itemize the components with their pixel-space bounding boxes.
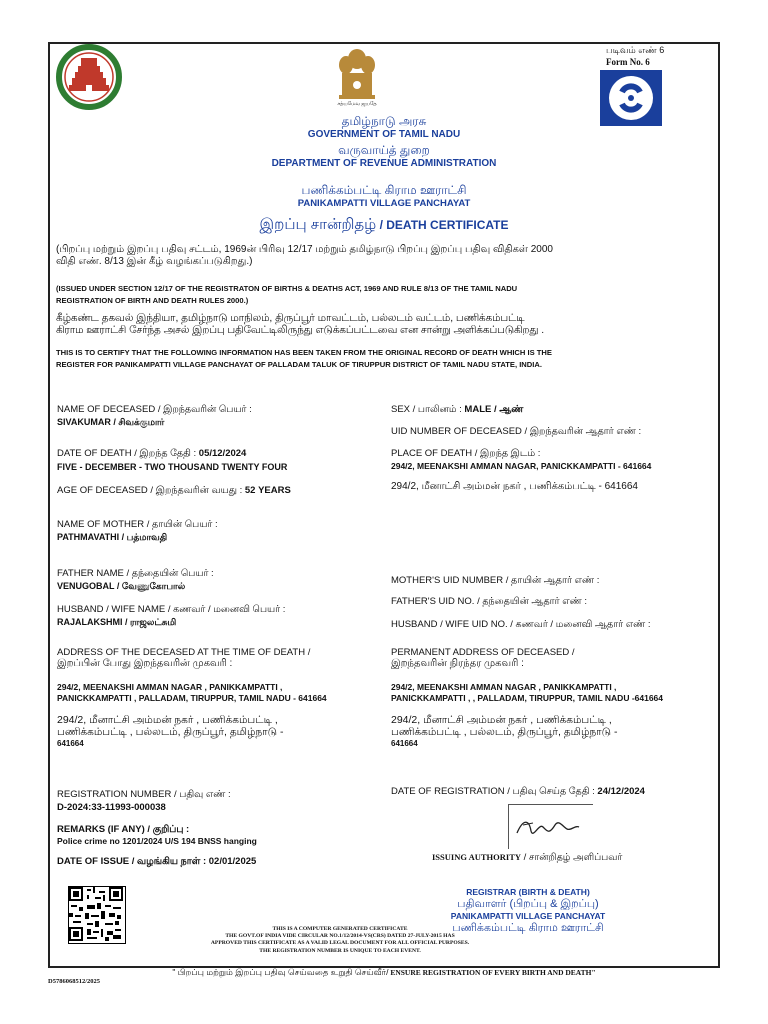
father-uid-label: FATHER'S UID NO. / தந்தையின் ஆதார் எண் : <box>391 596 587 607</box>
permanent-address-label: PERMANENT ADDRESS OF DECEASED / இறந்தவரின் நிரந்தர முகவரி : <box>391 647 575 669</box>
date-of-death: DATE OF DEATH / இறந்த தேதி : 05/12/2024 <box>57 448 247 459</box>
spouse-value: RAJALAKSHMI / ராஜலட்சுமி <box>57 617 177 627</box>
father-value: VENUGOBAL / வேணுகோபால் <box>57 581 186 591</box>
father-label: FATHER NAME / தந்தையின் பெயர் : <box>57 568 214 579</box>
registration-number-label: REGISTRATION NUMBER / பதிவு எண் : <box>57 789 231 800</box>
tamil-certify-statement: கீழ்கண்ட தகவல் இந்தியா, தமிழ்நாடு மாநிலம், திருப்பூர் மாவட்டம், பல்லடம் வட்டம், பணிக்கம்பட்டி கிராம ஊராட்சி சேர்ந்த அசல் இறப்பு பதிவேட்டிலிருந்து எடுக்கப்பட்டவை என சான்று அளிக்கப்படுகிறது . <box>56 313 545 336</box>
name-value: SIVAKUMAR / சிவக்குமார் <box>57 417 165 427</box>
dept-tamil: வருவாய்த் துறை <box>338 143 430 157</box>
permanent-address-tamil: 294/2, மீனாட்சி அம்மன் நகர் , பணிக்கம்பட்டி , பணிக்கம்பட்டி , பல்லடம், திருப்பூர், தமிழ்நாடு - 641664 <box>391 714 618 748</box>
certificate-title <box>0 216 768 235</box>
mother-value: PATHMAVATHI / பத்மாவதி <box>57 532 168 542</box>
document-id: D5786068512/2025 <box>48 978 100 985</box>
emblem-motto: சத்யமேவ ஜயதே <box>337 101 377 107</box>
remarks-label: REMARKS (IF ANY) / குறிப்பு : <box>57 824 190 835</box>
remarks-value: Police crime no 1201/2024 U/S 194 BNSS hanging <box>57 836 257 846</box>
registrar-tamil: பதிவாளர் (பிறப்பு & இறப்பு) <box>457 898 599 910</box>
tamil-issue-statement: (பிறப்பு மற்றும் இறப்பு பதிவு சட்டம், 1969ன் பிரிவு 12/17 மற்றும் தமிழ்நாடு பிறப்பு இறப்பு பதிவு விதிகள் 2000 விதி எண். 8/13 இன் கீழ் வழங்கப்படுகிறது.) <box>56 244 553 267</box>
registrar-panchayat-english: PANIKAMPATTI VILLAGE PANCHAYAT <box>450 911 606 921</box>
mother-label: NAME OF MOTHER / தாயின் பெயர் : <box>57 519 218 530</box>
form-number-tamil: படிவம் எண் 6 <box>606 45 665 55</box>
registrar-panchayat-tamil: பணிக்கம்பட்டி கிராம ஊராட்சி <box>452 922 604 934</box>
permanent-address-english: 294/2, MEENAKSHI AMMAN NAGAR , PANIKKAMPATTI , PANICKKAMPATTI , , PALLADAM, TIRUPPUR, TAMIL NADU -641664 <box>391 682 664 703</box>
spouse-label: HUSBAND / WIFE NAME / கணவர் / மனைவி பெயர் : <box>57 604 286 615</box>
english-certify-statement: THIS IS TO CERTIFY THAT THE FOLLOWING INFORMATION HAS BEEN TAKEN FROM THE ORIGINAL RECORD OF DEATH WHICH IS THE REGISTER FOR PANIKAMPATTI VILLAGE PANCHAYAT OF PALLADAM TALUK OF TIRUPPUR DISTRICT OF TAMIL NADU STATE, INDIA. <box>56 348 552 369</box>
dept-english: DEPARTMENT OF REVENUE ADMINISTRATION <box>271 158 497 169</box>
age-of-deceased: AGE OF DECEASED / இறந்தவரின் வயது : 52 YEARS <box>57 485 291 496</box>
tamil-nadu-logo <box>56 42 122 112</box>
title-english: / DEATH CERTIFICATE <box>376 218 509 232</box>
panchayat-english: PANIKAMPATTI VILLAGE PANCHAYAT <box>297 198 471 209</box>
national-emblem <box>334 45 380 111</box>
form-number-english: Form No. 6 <box>606 57 650 67</box>
issuing-authority: ISSUING AUTHORITY / சான்றிதழ் அளிப்பவர் <box>432 852 623 863</box>
registration-slogan: " பிறப்பு மற்றும் இறப்பு பதிவு செய்வதை உறுதி செய்வீர்/ ENSURE REGISTRATION OF EVERY BIRTH AND DEATH" <box>172 967 596 977</box>
name-label: NAME OF DECEASED / இறந்தவரின் பெயர் : <box>57 404 252 415</box>
computer-generated-note: THIS IS A COMPUTER GENERATED CERTIFICATE THE GOVT.OF INDIA VIDE CIRCULAR NO.1/12/2014-VS(CRS) DATED 27-JULY-2015 HAS APPROVED THIS CERTIFICATE AS A VALID LEGAL DOCUMENT FOR ALL OFFICIAL PURPOSES. THE REGISTRATION NUMBER IS UNIQUE TO EACH EVENT. <box>210 926 470 954</box>
mother-uid-label: MOTHER'S UID NUMBER / தாயின் ஆதார் எண் : <box>391 575 600 586</box>
address-label: ADDRESS OF THE DECEASED AT THE TIME OF DEATH / இறப்பின் போது இறந்தவரின் முகவரி : <box>57 647 311 669</box>
gov-tamil: தமிழ்நாடு அரசு <box>341 114 427 128</box>
date-of-death-words: FIVE - DECEMBER - TWO THOUSAND TWENTY FOUR <box>57 462 288 472</box>
place-of-death-value: 294/2, MEENAKSHI AMMAN NAGAR, PANICKKAMPATTI - 641664 <box>391 461 652 471</box>
date-of-issue: DATE OF ISSUE / வழங்கிய நாள் : 02/01/2025 <box>57 856 257 867</box>
signature-box <box>508 804 593 849</box>
place-of-death-label: PLACE OF DEATH / இறந்த இடம் : <box>391 448 541 459</box>
uid-label: UID NUMBER OF DECEASED / இறந்தவரின் ஆதார் எண் : <box>391 426 642 437</box>
qr-code <box>68 886 126 944</box>
registration-number-value: D-2024:33-11993-000038 <box>57 802 166 813</box>
date-of-registration: DATE OF REGISTRATION / பதிவு செய்த தேதி : 24/12/2024 <box>391 786 645 797</box>
gov-english: GOVERNMENT OF TAMIL NADU <box>307 129 461 140</box>
panchayat-tamil: பணிக்கம்பட்டி கிராம ஊராட்சி <box>301 183 467 197</box>
english-issue-statement: (ISSUED UNDER SECTION 12/17 OF THE REGISTRATON OF BIRTHS & DEATHS ACT, 1969 AND RULE 8/13 OF THE TAMIL NADU REGISTRATION OF BIRTH AND DEATH RULES 2000.) <box>56 284 518 305</box>
place-of-death-tamil: 294/2, மீனாட்சி அம்மன் நகர் , பணிக்கம்பட்டி - 641664 <box>391 481 638 492</box>
address-tamil: 294/2, மீனாட்சி அம்மன் நகர் , பணிக்கம்பட்டி , பணிக்கம்பட்டி , பல்லடம், திருப்பூர், தமிழ்நாடு - 641664 <box>57 714 284 748</box>
address-english: 294/2, MEENAKSHI AMMAN NAGAR , PANIKKAMPATTI , PANICKKAMPATTI , PALLADAM, TIRUPPUR, TAMIL NADU - 641664 <box>57 682 327 703</box>
spouse-uid-label: HUSBAND / WIFE UID NO. / கணவர் / மனைவி ஆதார் எண் : <box>391 619 651 630</box>
registrar-english: REGISTRAR (BIRTH & DEATH) <box>466 887 590 897</box>
title-tamil: இறப்பு சான்றிதழ் <box>259 216 377 233</box>
sex-field: SEX / பாலினம் : MALE / ஆண் <box>391 404 524 415</box>
